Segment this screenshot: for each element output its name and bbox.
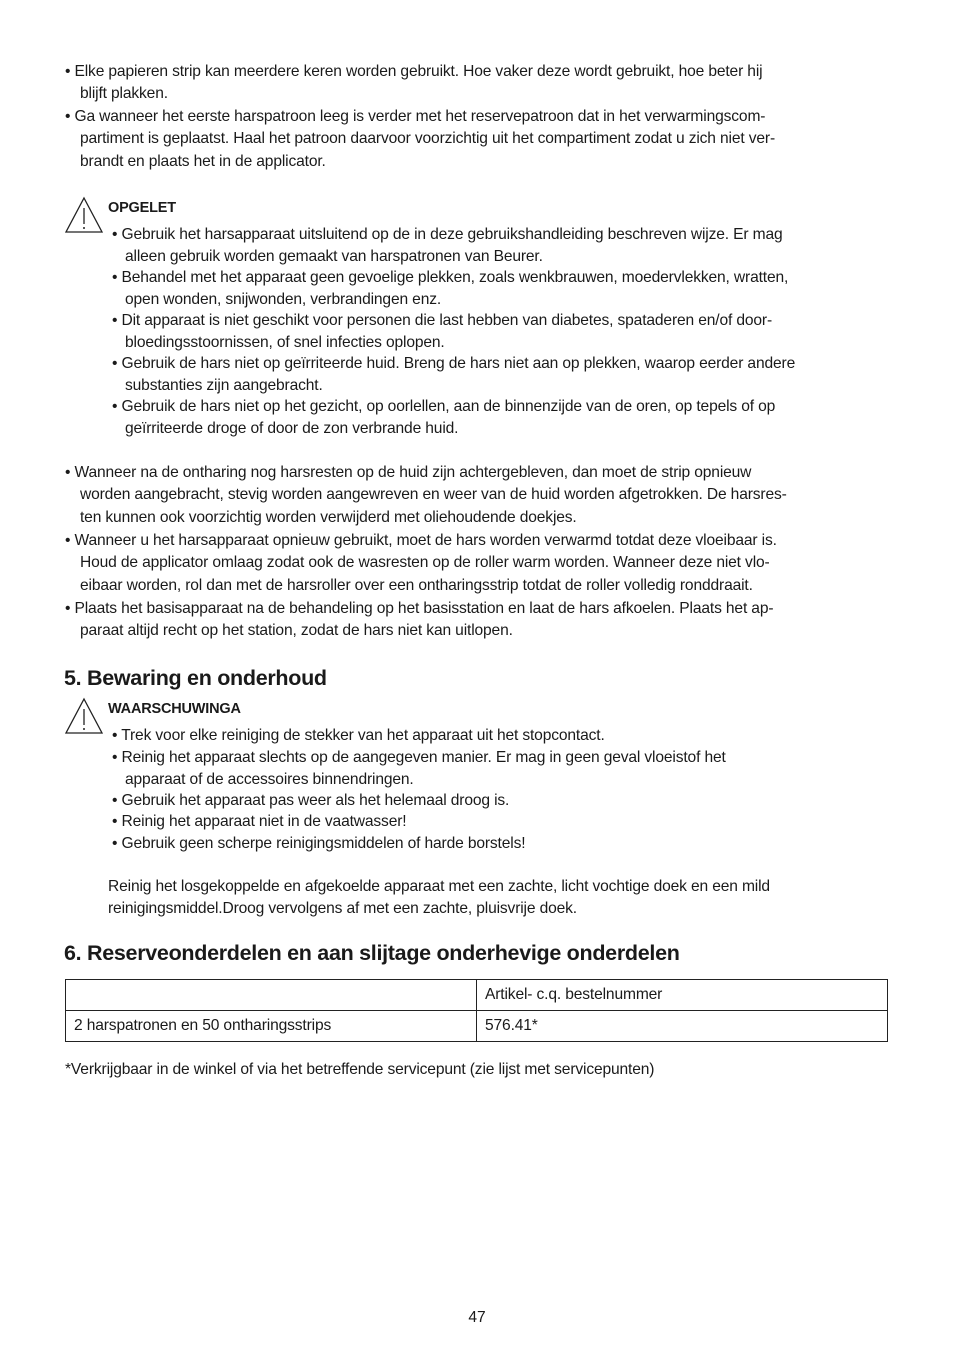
caution-bullet: • Dit apparaat is niet geschikt voor personen die last hebben van diabetes, spataderen en/of door- bloedingsstoornissen, of snel infecties oplopen. — [112, 312, 772, 352]
caution-bullet: • Gebruik de hars niet op het gezicht, op oorlellen, aan de binnenzijde van de oren, op tepels of op geïrriteerde droge of door de zon verbrande huid. — [112, 398, 776, 438]
cleaning-paragraph: Reinig het losgekoppelde en afgekoelde apparaat met een zachte, licht vochtige doek en een mild reinigingsmiddel.Droog vervolgens af met een zachte, pluisvrije doek. — [108, 878, 770, 918]
warning-bullet: • Reinig het apparaat slechts op de aangegeven manier. Er mag in geen geval vloeistof het apparaat of de accessoires binnendringen. — [112, 749, 726, 789]
table-row — [66, 1011, 888, 1042]
table-header-cell — [66, 980, 477, 1011]
table-cell: 2 harspatronen en 50 ontharingsstrips — [66, 1011, 477, 1042]
caution-label: OPGELET — [108, 200, 176, 216]
warning-triangle-icon — [64, 196, 104, 234]
warning-bullet: • Gebruik het apparaat pas weer als het helemaal droog is. — [112, 792, 510, 809]
section-5-heading: 5. Bewaring en onderhoud — [64, 666, 327, 690]
caution-bullet: • Behandel met het apparaat geen gevoelige plekken, zoals wenkbrauwen, moedervlekken, wratten, open wonden, snijwonden, verbrandingen enz. — [112, 269, 789, 309]
parts-table — [65, 979, 888, 1042]
warning-bullet: • Gebruik geen scherpe reinigingsmiddelen of harde borstels! — [112, 835, 526, 852]
table-header-row — [66, 980, 888, 1011]
section-6-heading: 6. Reserveonderdelen en aan slijtage onderhevige onderdelen — [64, 941, 680, 965]
bullet: • Plaats het basisapparaat na de behandeling op het basisstation en laat de hars afkoelen. Plaats het ap- paraat altijd recht op het station, zodat de hars niet kan uitlopen. — [65, 600, 774, 640]
table-cell: 576.41* — [477, 1011, 888, 1042]
warning-bullet: • Trek voor elke reiniging de stekker van het apparaat uit het stopcontact. — [112, 727, 605, 744]
caution-bullet: • Gebruik het harsapparaat uitsluitend op de in deze gebruikshandleiding beschreven wijze. Er mag alleen gebruik worden gemaakt van harspatronen van Beurer. — [112, 226, 783, 266]
intro-bullet: • Ga wanneer het eerste harspatroon leeg is verder met het reservepatroon dat in het verwarmingscom- partiment is geplaatst. Haal het patroon daarvoor voorzichtig uit het compartiment zodat u zich niet ver- brandt en plaats het in de applicator. — [65, 108, 775, 170]
warning-triangle-icon — [64, 697, 104, 735]
bullet: • Wanneer na de ontharing nog harsresten op de huid zijn achtergebleven, dan moet de strip opnieuw worden aangebracht, stevig worden aangewreven en weer van de huid worden afgetrokken. De harsres- ten kunnen ook voorzichtig worden verwijderd met oliehoudende doekjes. — [65, 464, 787, 526]
table-header-cell: Artikel- c.q. bestelnummer — [477, 980, 888, 1011]
caution-bullet: • Gebruik de hars niet op geïrriteerde huid. Breng de hars niet aan op plekken, waarop eerder andere substanties zijn aangebracht. — [112, 355, 796, 395]
footnote: *Verkrijgbaar in de winkel of via het betreffende servicepunt (zie lijst met servicepunten) — [65, 1061, 655, 1078]
intro-bullet: • Elke papieren strip kan meerdere keren worden gebruikt. Hoe vaker deze wordt gebruikt, hoe beter hij blijft plakken. — [65, 63, 763, 103]
warning-bullet: • Reinig het apparaat niet in de vaatwasser! — [112, 813, 407, 830]
bullet: • Wanneer u het harsapparaat opnieuw gebruikt, moet de hars worden verwarmd totdat deze vloeibaar is. Houd de applicator omlaag zodat ook de wasresten op de roller warm worden. Wanneer deze niet vlo- eibaar worden, rol dan met de harsroller over een ontharingsstrip totdat de roller volledig ronddraait. — [65, 532, 777, 594]
page-number: 47 — [468, 1309, 486, 1326]
warning-label: WAARSCHUWINGA — [108, 701, 241, 717]
